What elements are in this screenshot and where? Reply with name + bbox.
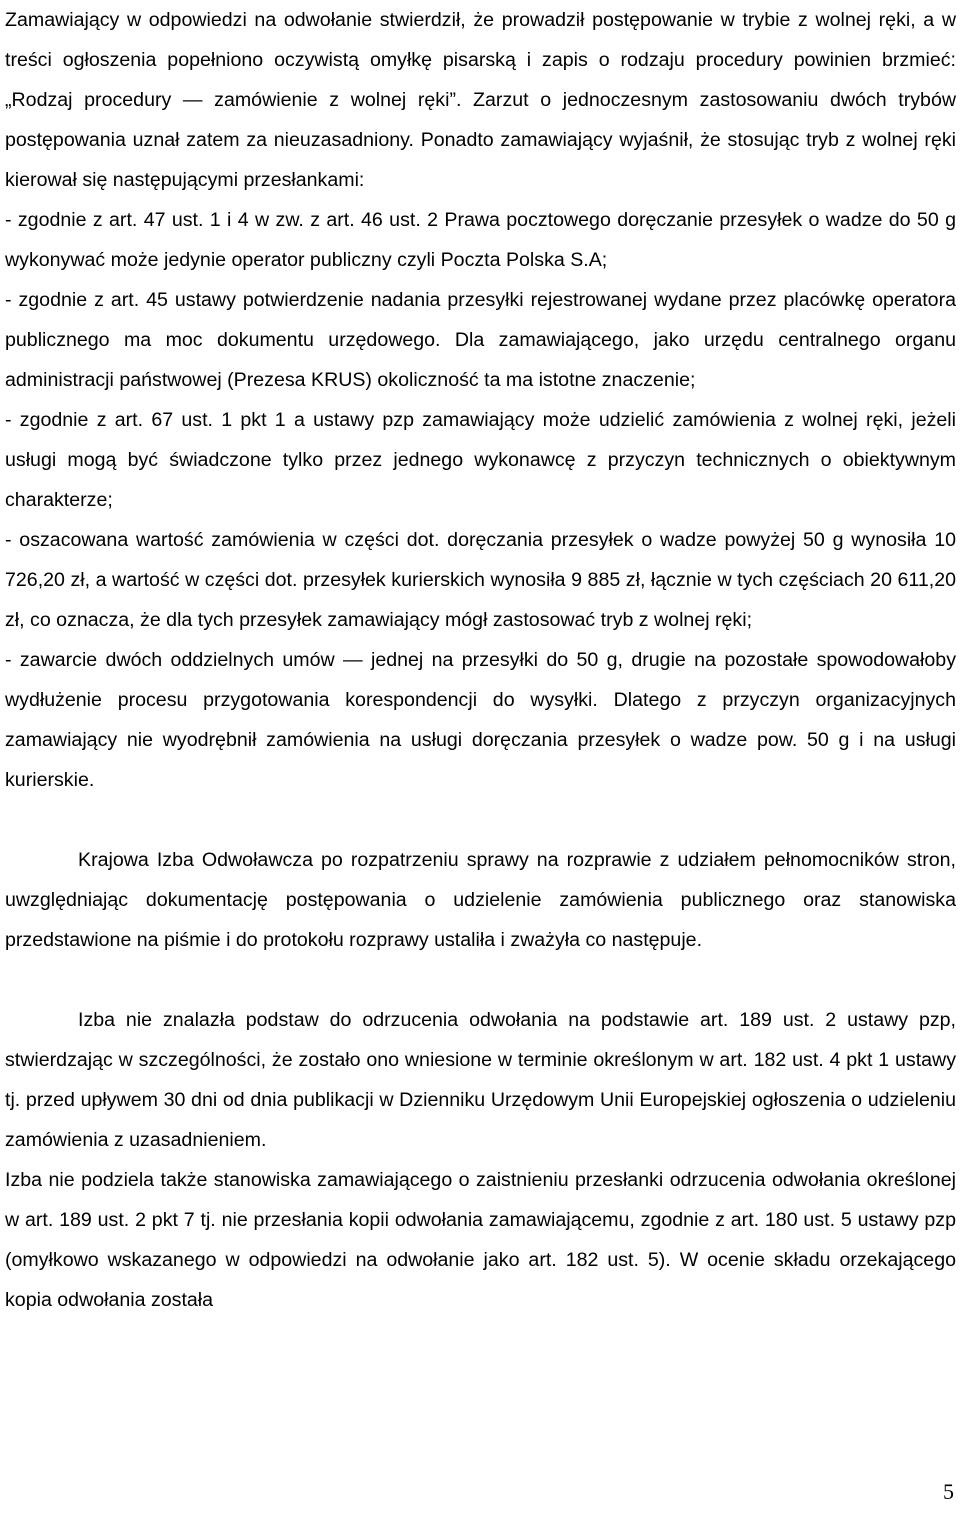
page-number: 5 xyxy=(943,1479,954,1504)
paragraph-spacer xyxy=(5,960,956,1000)
paragraph-spacer xyxy=(5,800,956,840)
paragraph-no-grounds-rejection: Izba nie znalazła podstaw do odrzucenia odwołania na podstawie art. 189 ust. 2 ustawy pzp, stwierdzając w szczególności, że zostało ono wniesione w terminie określonym w art. 182 ust. 4 pkt 1 ustawy tj. przed upływem 30 dni od dnia publikacji w Dzienniku Urzędowym Unii Europejskiej ogłoszenia o udzieleniu zamówienia z uzasadnieniem. xyxy=(5,1009,956,1151)
list-item-art-45: - zgodnie z art. 45 ustawy potwierdzenie nadania przesyłki rejestrowanej wydane przez placówkę operatora publicznego ma moc dokumentu urzędowego. Dla zamawiającego, jako urzędu centralnego organu administracji państwowej (Prezesa KRUS) okoliczność ta ma istotne znaczenie; xyxy=(5,289,956,391)
paragraph-copy-of-appeal: Izba nie podziela także stanowiska zamawiającego o zaistnieniu przesłanki odrzucenia odwołania określonej w art. 189 ust. 2 pkt 7 tj. nie przesłania kopii odwołania zamawiającemu, zgodnie z art. 180 ust. 5 ustawy pzp (omyłkowo wskazanego w odpowiedzi na odwołanie jako art. 182 ust. 5). W ocenie składu orzekającego kopia odwołania została xyxy=(5,1169,956,1311)
paragraph-contracting-authority-response: Zamawiający w odpowiedzi na odwołanie stwierdził, że prowadził postępowanie w trybie z wolnej ręki, a w treści ogłoszenia popełniono oczywistą omyłkę pisarską i zapis o rodzaju procedury powinien brzmieć: „Rodzaj procedury — zamówienie z wolnej ręki”. Zarzut o jednoczesnym zastosowaniu dwóch trybów postępowania uznał zatem za nieuzasadniony. Ponadto zamawiający wyjaśnił, że stosując tryb z wolnej ręki kierował się następującymi przesłankami: xyxy=(5,9,956,191)
document-page xyxy=(5,0,956,1320)
list-item-art-67: - zgodnie z art. 67 ust. 1 pkt 1 a ustawy pzp zamawiający może udzielić zamówienia z wolnej ręki, jeżeli usługi mogą być świadczone tylko przez jednego wykonawcę z przyczyn technicznych o obiektywnym charakterze; xyxy=(5,409,956,511)
list-item-postal-law: - zgodnie z art. 47 ust. 1 i 4 w zw. z art. 46 ust. 2 Prawa pocztowego doręczanie przesyłek o wadze do 50 g wykonywać może jedynie operator publiczny czyli Poczta Polska S.A; xyxy=(5,209,956,271)
list-item-two-contracts: - zawarcie dwóch oddzielnych umów — jednej na przesyłki do 50 g, drugie na pozostałe spowodowałoby wydłużenie procesu przygotowania korespondencji do wysyłki. Dlatego z przyczyn organizacyjnych zamawiający nie wyodrębnił zamówienia na usługi doręczania przesyłek o wadze pow. 50 g i na usługi kurierskie. xyxy=(5,649,956,791)
list-item-estimated-value: - oszacowana wartość zamówienia w części dot. doręczania przesyłek o wadze powyżej 50 g wynosiła 10 726,20 zł, a wartość w części dot. przesyłek kurierskich wynosiła 9 885 zł, łącznie w tych częściach 20 611,20 zł, co oznacza, że dla tych przesyłek zamawiający mógł zastosować tryb z wolnej ręki; xyxy=(5,529,956,631)
paragraph-chamber-findings: Krajowa Izba Odwoławcza po rozpatrzeniu sprawy na rozprawie z udziałem pełnomocników stron, uwzględniając dokumentację postępowania o udzielenie zamówienia publicznego oraz stanowiska przedstawione na piśmie i do protokołu rozprawy ustaliła i zważyła co następuje. xyxy=(5,849,956,951)
